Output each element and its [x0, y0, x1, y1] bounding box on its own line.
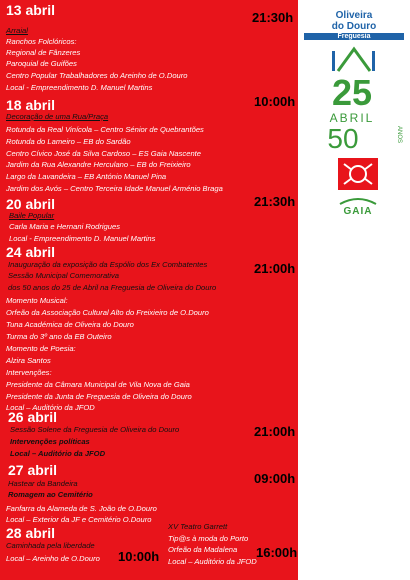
event-line: Orfeão da Madalena	[168, 545, 238, 554]
event-line: Momento Musical:	[6, 296, 68, 305]
event-line: Baile Popular	[9, 211, 55, 220]
event-line: Local - Empreendimento D. Manuel Martins	[9, 234, 156, 243]
date-24-abril: 24 abril	[6, 244, 56, 260]
event-line: Local – Exterior da JF e Cemitério O.Douro	[6, 515, 152, 524]
logo-line1: Oliveira	[335, 10, 373, 21]
event-line: Decoração de uma Rua/Praça	[6, 112, 109, 121]
sidebar	[298, 0, 410, 580]
anniversary-emblem-icon	[338, 158, 378, 190]
logo-line2: do Douro	[331, 21, 377, 32]
anniversary-50: 50	[327, 123, 359, 154]
time-28-abril-afternoon: 16:00h	[256, 545, 298, 560]
event-line: Rotunda do Lameiro – EB do Sardão	[6, 137, 131, 146]
time-13-abril: 21:30h	[252, 10, 294, 25]
logo-line3: Freguesia	[304, 33, 404, 40]
event-line: Local – Auditório da JFOD	[10, 449, 106, 458]
event-line: dos 50 anos do 25 de Abril na Freguesia de Oliveira do Douro	[8, 283, 217, 292]
event-line: Local – Areinho de O.Douro	[6, 554, 100, 563]
event-line: Tuna Académica de Oliveira do Douro	[6, 320, 134, 329]
event-line: Tip@s à moda do Porto	[168, 534, 249, 543]
time-27-abril: 09:00h	[254, 471, 296, 486]
anniversary-abril: ABRIL	[329, 111, 375, 125]
time-24-abril: 21:00h	[254, 261, 296, 276]
event-line: Presidente da Câmara Municipal de Vila Nova de Gaia	[6, 380, 190, 389]
event-line: XV Teatro Garrett	[168, 522, 228, 531]
event-line: Orfeão da Associação Cultural Alto do Freixieiro de O.Douro	[6, 308, 209, 317]
time-18-abril: 10:00h	[254, 94, 296, 109]
gaia-emblem-icon	[338, 194, 378, 206]
event-line: Centro Popular Trabalhadores do Areinho de O.Douro	[6, 71, 188, 80]
date-28-abril: 28 abril	[6, 525, 56, 541]
event-line: Turma do 3º ano da EB Outeiro	[6, 332, 112, 341]
bridge-logo-icon	[330, 45, 378, 73]
event-line: Momento de Poesia:	[6, 344, 76, 353]
event-line: Local – Auditório da JFOD	[6, 403, 95, 412]
date-20-abril: 20 abril	[6, 196, 56, 212]
event-line: Romagem ao Cemitério	[8, 490, 93, 499]
event-line: Alzira Santos	[6, 356, 51, 365]
event-line: Carla Maria e Hernani Rodrigues	[9, 222, 121, 231]
time-28-abril-morning: 10:00h	[118, 549, 160, 564]
event-line: Sessão Municipal Comemorativa	[8, 271, 119, 280]
event-line: Arraial	[6, 26, 28, 35]
event-line: Ranchos Folclóricos:	[6, 37, 77, 46]
event-line: Local – Auditório da JFOD	[168, 557, 257, 566]
event-line: Centro Cívico José da Silva Cardoso – ES Gaia Nascente	[6, 149, 202, 158]
date-18-abril: 18 abril	[6, 97, 56, 113]
event-line: Inauguração da exposição da Espólio dos Ex Combatentes	[8, 260, 208, 269]
event-line: Fanfarra da Alameda de S. João de O.Douro	[6, 504, 157, 513]
date-27-abril: 27 abril	[8, 462, 58, 478]
time-20-abril: 21:30h	[254, 194, 296, 209]
event-line: Jardim dos Avós – Centro Terceira Idade Manuel Arménio Braga	[6, 184, 223, 193]
event-line: Caminhada pela liberdade	[6, 541, 95, 550]
event-line: Sessão Solene da Freguesia de Oliveira do Douro	[10, 425, 180, 434]
event-line: Hastear da Bandeira	[8, 479, 78, 488]
event-line: Paroquial de Guifões	[6, 59, 77, 68]
event-line: Local - Empreendimento D. Manuel Martins	[6, 83, 153, 92]
event-line: Largo da Lavandeira – EB António Manuel Pina	[6, 172, 167, 181]
event-line: Intervenções:	[6, 368, 52, 377]
event-line: Rotunda da Real Vinícola – Centro Sénior de Quebrantões	[6, 125, 204, 134]
date-13-abril: 13 abril	[6, 2, 56, 18]
anniversary-anos: ANOS	[396, 126, 402, 144]
time-26-abril: 21:00h	[254, 424, 296, 439]
anniversary-25: 25	[331, 72, 373, 113]
event-line: Jardim da Rua Alexandre Herculano – EB do Freixieiro	[6, 160, 191, 169]
event-line: Presidente da Junta de Freguesia de Oliveira do Douro	[6, 392, 192, 401]
event-line: Intervenções políticas	[10, 437, 90, 446]
gaia-label: GAIA	[343, 206, 373, 217]
event-line: Regional de Fânzeres	[6, 48, 81, 57]
date-26-abril: 26 abril	[8, 409, 58, 425]
